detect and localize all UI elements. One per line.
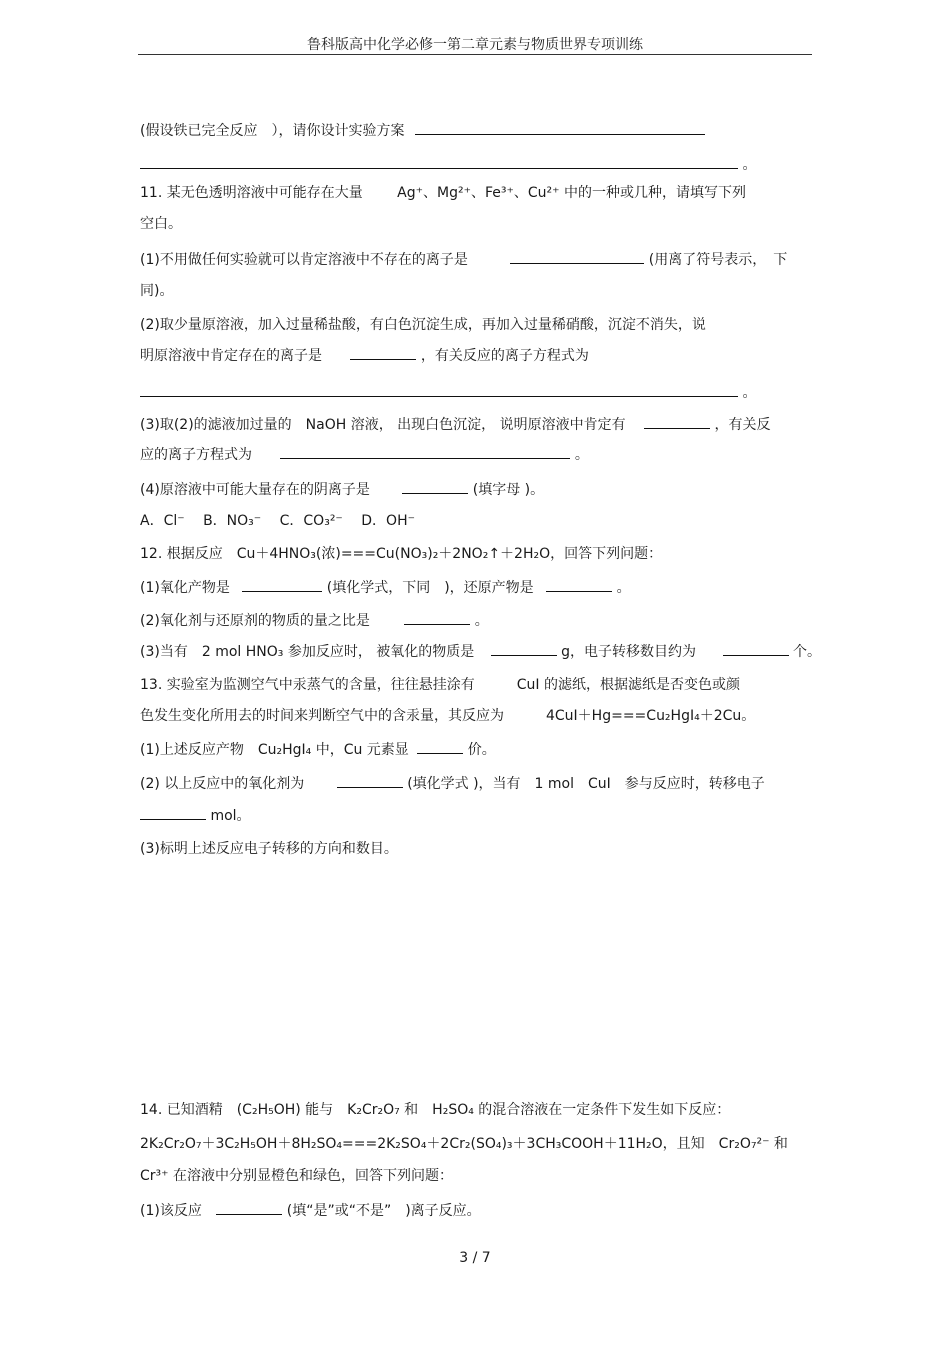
line-blank-full [140, 154, 810, 175]
text: 11. 某无色透明溶液中可能存在大量 [140, 185, 363, 201]
text: (1)上述反应产物 Cu₂HgI₄ 中，Cu 元素显 [140, 742, 409, 758]
q12-part1 [140, 577, 810, 598]
text: (2)氧化剂与还原剂的物质的量之比是 [140, 613, 370, 629]
text: (用离了符号表示， 下 [648, 252, 788, 268]
q12-stem: 12. 根据反应 Cu＋4HNO₃(浓)===Cu(NO₃)₂＋2NO₂↑＋2H₂O，回答下列问题： [140, 546, 663, 562]
period: 。 [616, 580, 631, 596]
answer-blank[interactable] [417, 739, 463, 754]
text: (3)当有 2 mol HNO₃ 参加反应时， 被氧化的物质是 [140, 644, 475, 660]
q14-part1 [140, 1200, 810, 1221]
text: (1)不用做任何实验就可以肯定溶液中不存在的离子是 [140, 252, 468, 268]
q11-stem [140, 183, 810, 203]
q11-stem-2: 空白。 [140, 216, 182, 232]
q11-part3 [140, 414, 810, 435]
text: ，有关反 [714, 417, 771, 433]
period: 。 [742, 157, 757, 173]
text: 应的离子方程式为 [140, 447, 252, 463]
answer-blank[interactable] [510, 249, 644, 264]
page-header: 鲁科版高中化学必修一第二章元素与物质世界专项训练 [307, 37, 643, 53]
q14-stem-3: Cr³⁺ 在溶液中分别显橙色和绿色，回答下列问题： [140, 1168, 453, 1184]
q11-part1-2: 同)。 [140, 283, 174, 299]
q13-part1 [140, 739, 810, 760]
text: (填化学式 )，当有 1 mol CuI 参与反应时，转移电子 [407, 776, 765, 792]
answer-blank[interactable] [402, 479, 468, 494]
text: (2) 以上反应中的氧化剂为 [140, 776, 305, 792]
answer-blank[interactable] [723, 641, 789, 656]
text: 个。 [792, 644, 821, 660]
text: (1)氧化产物是 [140, 580, 230, 596]
q12-part2 [140, 610, 810, 631]
text: 中的一种或几种，请填写下列 [564, 185, 746, 201]
line-experiment-plan [140, 120, 810, 141]
period: 。 [742, 385, 757, 401]
q11-part1 [140, 249, 810, 270]
answer-blank[interactable] [415, 120, 705, 135]
q13-stem: 13. 实验室为监测空气中汞蒸气的含量，往往悬挂涂有 CuI 的滤纸，根据滤纸是否变色或颜 [140, 677, 740, 693]
q13-part2-2 [140, 805, 810, 826]
text: 明原溶液中肯定存在的离子是 [140, 348, 322, 364]
answer-blank[interactable] [216, 1200, 282, 1215]
text: (填“是”或“不是” )离子反应。 [286, 1203, 481, 1219]
ion-list: Ag⁺、Mg²⁺、Fe³⁺、Cu²⁺ [397, 185, 560, 201]
answer-blank[interactable] [140, 382, 738, 397]
answer-blank[interactable] [140, 805, 206, 820]
text: ，有关反应的离子方程式为 [420, 348, 589, 364]
header-rule [138, 54, 812, 55]
q13-part3: (3)标明上述反应电子转移的方向和数目。 [140, 841, 398, 857]
answer-blank[interactable] [644, 414, 710, 429]
period: 。 [474, 613, 489, 629]
text: (填化学式，下同 )，还原产物是 [326, 580, 534, 596]
answer-blank[interactable] [350, 345, 416, 360]
period: 。 [574, 447, 589, 463]
text: 价。 [467, 742, 496, 758]
text: (填字母 )。 [472, 482, 545, 498]
q11-part4 [140, 479, 810, 500]
q14-equation: 2K₂Cr₂O₇＋3C₂H₅OH＋8H₂SO₄===2K₂SO₄＋2Cr₂(SO₄)₃＋3CH₃COOH＋11H₂O，且知 Cr₂O₇²⁻ 和 [140, 1136, 788, 1152]
q13-part2 [140, 773, 810, 794]
q13-stem-2: 色发生变化所用去的时间来判断空气中的含汞量，其反应为 4CuI＋Hg===Cu₂HgI₄＋2Cu。 [140, 708, 756, 724]
answer-blank[interactable] [280, 444, 570, 459]
text: (4)原溶液中可能大量存在的阴离子是 [140, 482, 370, 498]
text: g，电子转移数目约为 [561, 644, 697, 660]
answer-blank[interactable] [337, 773, 403, 788]
q12-part3 [140, 641, 821, 662]
text: mol。 [210, 808, 251, 824]
text: (假设铁已完全反应 ），请你设计实验方案 [140, 123, 405, 139]
text: (1)该反应 [140, 1203, 202, 1219]
answer-blank[interactable] [404, 610, 470, 625]
q14-stem: 14. 已知酒精 (C₂H₅OH) 能与 K₂Cr₂O₇ 和 H₂SO₄ 的混合溶液在一定条件下发生如下反应： [140, 1102, 731, 1118]
answer-blank[interactable] [546, 577, 612, 592]
line-blank-full [140, 382, 810, 403]
q11-part2-2 [140, 345, 810, 366]
page-number: 3 / 7 [459, 1250, 491, 1266]
q11-part2: (2)取少量原溶液，加入过量稀盐酸，有白色沉淀生成，再加入过量稀硝酸，沉淀不消失，说 [140, 317, 706, 333]
answer-blank[interactable] [491, 641, 557, 656]
q11-part3-2 [140, 444, 810, 465]
answer-blank[interactable] [140, 154, 738, 169]
answer-blank[interactable] [242, 577, 322, 592]
q11-options: A．Cl⁻ B．NO₃⁻ C．CO₃²⁻ D．OH⁻ [140, 513, 415, 529]
text: (3)取(2)的滤液加过量的 NaOH 溶液， 出现白色沉淀， 说明原溶液中肯定有 [140, 417, 626, 433]
